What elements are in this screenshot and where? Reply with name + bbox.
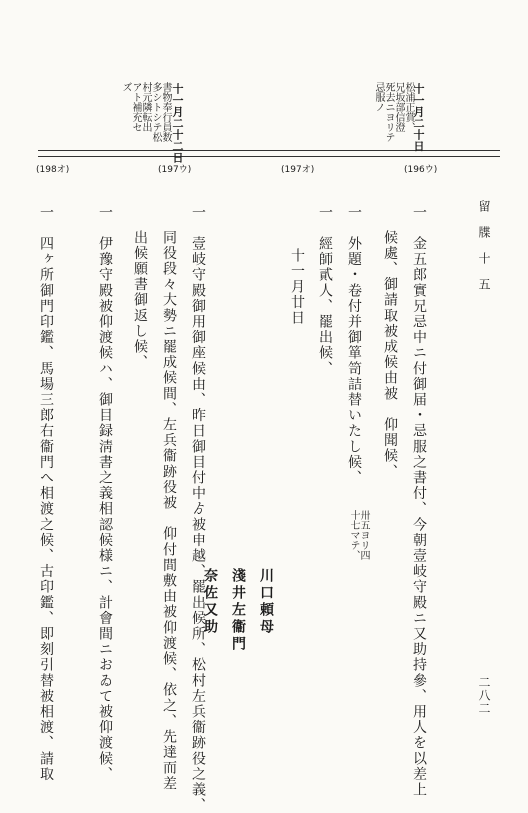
headnote-line: ズ [120,82,131,92]
entry-line: 候處、御請取被成候由被 仰聞候、 [382,230,398,480]
entry-line: 一 壹岐守殿御用御座候由、昨日御目付中ゟ被申越、罷出候所、松村左兵衞跡役之義、 [190,205,206,813]
header-rule-bottom [38,156,500,157]
entry-line: 一 外題・卷付并御箪笥詰替いたし候、 [346,205,362,486]
folio-ref: (197ウ) [158,165,192,175]
headnote-line: 忌服ノ [373,82,384,112]
date-heading: 十一月廿日 [289,248,305,326]
headnote-line: 書物奉行員数 [160,82,171,142]
signature: 奈佐又助 [202,568,218,636]
entry-line: 同役段々大勢ニ罷成候間、左兵衞跡役被 仰付間敷由被仰渡候、依之、先達而差 [161,230,177,792]
running-title: 留 牒 十 五 [477,200,491,291]
folio-ref: (196ウ) [404,165,438,175]
headnote-line: 死去ニヨリテ [383,82,394,142]
entry-line: 一 經師貳人、罷出候、 [317,205,333,377]
entry-line: 一 金五郎實兄忌中ニ付御届・忌服之書付、今朝壹岐守殿ニ又助持參、用人を以差上 [411,205,427,798]
headnote-line: 松浦正賞、 [403,82,414,132]
small-note: 卅五ヨリ四十七マテ、 [348,510,369,560]
headnote-line: アト補充セ [130,82,141,132]
entry-line: 一 四ヶ所御門印鑑、馬場三郎右衞門へ相渡之候、古印鑑、即刻引替被相渡、請取 [38,205,54,783]
entry-line: 出候願書御返し候、 [132,230,148,371]
header-rule-top [38,150,500,151]
headnote-line: 村元隣転出 [140,82,151,132]
signature: 川口頼母 [258,568,274,636]
headnote-date: 十一月二十二日 [171,83,184,164]
folio-ref: (197オ) [281,165,315,175]
entry-line: 一 伊豫守殿被仰渡候ハ、御目録淸書之義相認候様ニ、計會間ニおゐて被仰渡候、 [97,205,113,783]
headnote-date: 十一月二十日 [412,83,425,152]
folio-ref: (198オ) [36,165,70,175]
signature: 淺井左衞門 [230,568,246,653]
headnote-line: 兄坂部信澄 [393,82,404,132]
headnote-line: 多シトシテ松 [150,82,161,142]
page-number: 二八二 [477,676,491,715]
